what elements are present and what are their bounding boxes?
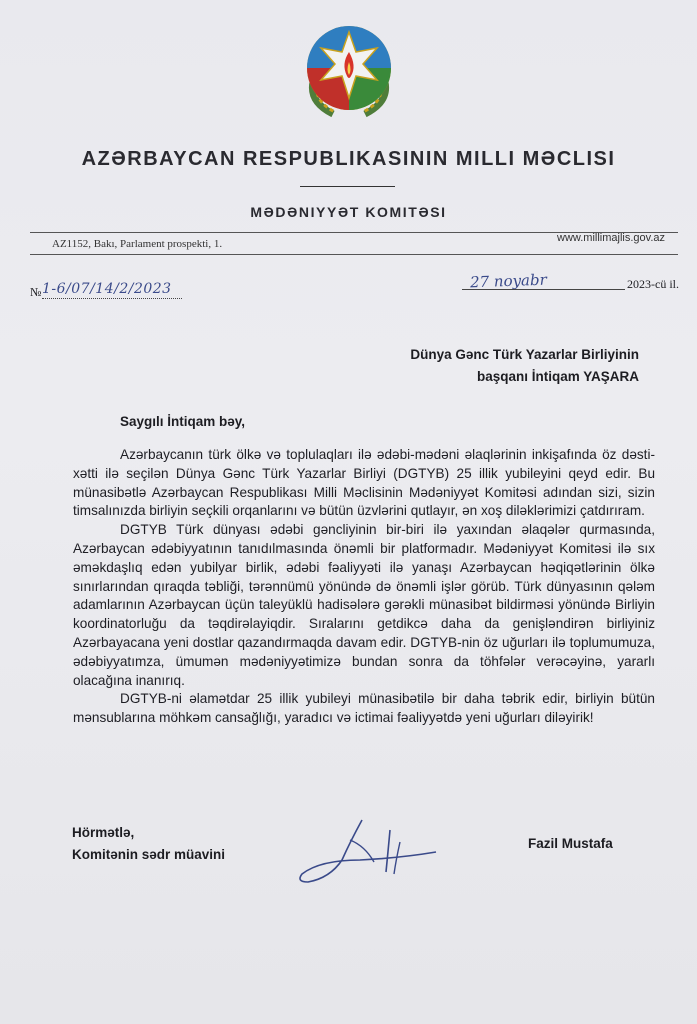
signer-title: Komitənin sədr müavini bbox=[72, 847, 226, 862]
recipient-line-1: Dünya Gənc Türk Yazarlar Birliyinin bbox=[410, 347, 639, 362]
closing-greeting: Hörmətlə, bbox=[72, 825, 135, 840]
paragraph: DGTYB Türk dünyası ədəbi gəncliyinin bir-biri ilə yaxından əlaqələr qurmasında, Azərbaycan ədəbiyyatının tanıdılmasında önəmli bir platformadır. Mədəniyyət Komitəsi ilə sıx əməkdaşlıq edən yubilyar birlik, ədəbi fəaliyyəti ilə yanaşı Azərbaycan həqiqətlərinin ölkə sınırlarından qıraqda təbliği, tərənnümü yönündə də önəmli işlər görüb. Türk dünyasının qələm adamlarının Azərbaycan üçün taleyüklü hadisələrə gərəkli münasibət bildirməsi yönündə Birliyin koordinatorluğu da təqdirəlayiqdir. Sıralarını getdikcə daha da genişləndirən birliyiniz Azərbayacana yeni dostlar qazandırmaqda davam edir. DGTYB-nin öz uğurları ilə toplumumuza, ədəbiyyatımza, ümumən mədəniyyətimizə bundan sonra da töhfələr verəcəyinə, yararlı olacağına inanırıq. bbox=[73, 522, 655, 688]
header-rule-bottom bbox=[30, 254, 678, 255]
number-label: № bbox=[30, 285, 42, 299]
recipient-block bbox=[410, 344, 639, 388]
title-divider bbox=[300, 186, 395, 187]
letter-body bbox=[73, 446, 655, 728]
handwritten-signature bbox=[290, 812, 440, 887]
website: www.millimajlis.gov.az bbox=[557, 232, 665, 244]
closing-block bbox=[72, 822, 225, 866]
committee-title: MƏDƏNIYYƏT KOMITƏSI bbox=[250, 204, 447, 220]
address: AZ1152, Bakı, Parlament prospekti, 1. bbox=[52, 238, 223, 250]
year-suffix: 2023-cü il. bbox=[627, 277, 679, 291]
reference-number: 1-6/07/14/2/2023 bbox=[42, 281, 172, 297]
date-underline bbox=[462, 289, 625, 290]
recipient-line-2: başqanı İntiqam YAŞARA bbox=[476, 369, 639, 384]
state-emblem bbox=[303, 22, 395, 122]
salutation: Saygılı İntiqam bəy, bbox=[120, 414, 246, 429]
signer-name: Fazil Mustafa bbox=[528, 836, 613, 851]
paragraph: Azərbaycanın türk ölkə və toplulaqları ilə ədəbi-mədəni əlaqlərinin inkişafında öz dəsti-xətti ilə seçilən Dünya Gənc Türk Yazarlar Birliyi (DGTYB) 25 illik yubileyini qeyd edir. Bu münasibətlə Azərbaycan Respublikası Milli Məclisinin Mədəniyyət Komitəsi adından sizi, sizin timsalınızda birliyin seçkili orqanlarını və bütün üzvlərini qutlayır, ən xoş diləklərimizi çatdırıram. bbox=[73, 447, 655, 519]
number-underline bbox=[42, 298, 182, 299]
paragraph: DGTYB-ni əlamətdar 25 illik yubileyi münasibətilə bir daha təbrik edir, birliyin bütün mənsublarına möhkəm cansağlığı, yaradıcı və ictimai fəaliyyətdə yeni uğurları diləyirik! bbox=[73, 691, 655, 726]
organization-title: AZƏRBAYCAN RESPUBLIKASININ MILLI MƏCLISI bbox=[81, 148, 616, 170]
handwritten-date: 27 noyabr bbox=[469, 270, 548, 292]
